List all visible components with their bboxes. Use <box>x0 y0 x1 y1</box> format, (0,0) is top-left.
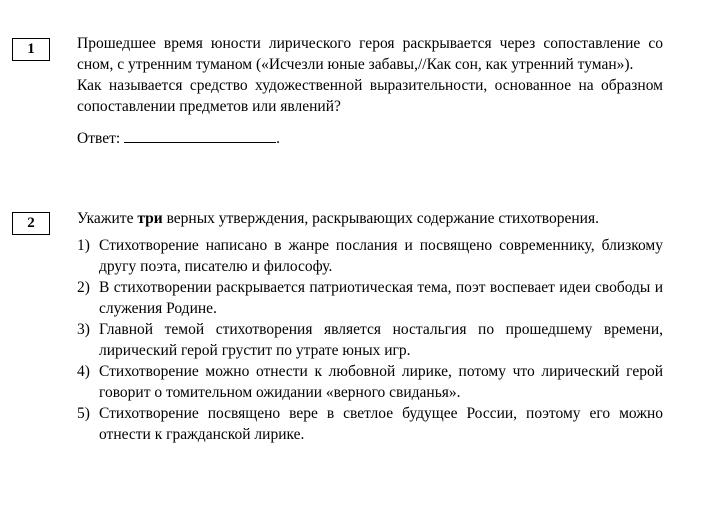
option-number: 5) <box>77 405 90 422</box>
option-text: Главной темой стихотворения является ностальгия по прошедшему времени, лирический герой грустит по утрате юных игр. <box>99 321 663 359</box>
option-number: 2) <box>77 279 90 296</box>
answer-end: . <box>276 130 281 147</box>
prompt-before: Укажите <box>77 210 134 227</box>
task-number-box: 2 <box>12 212 50 235</box>
task-1-text: Прошедшее время юности лирического героя раскрывается через сопоставление со сном, с утренним туманом («Исчезли юные забавы,//Как сон, как утренний туман»). <box>77 35 663 73</box>
answer-field[interactable] <box>124 127 276 143</box>
task-2-body <box>77 208 663 445</box>
prompt-bold: три <box>137 210 163 227</box>
list-item <box>77 319 663 361</box>
list-item <box>77 277 663 319</box>
list-item <box>77 403 663 445</box>
task-1-question: Как называется средство художественной выразительности, основанное на образном сопоставлении предметов или явлений? <box>77 77 663 115</box>
option-number: 4) <box>77 363 90 380</box>
option-text: Стихотворение написано в жанре послания и посвящено современнику, близкому другу поэта, писателю и философу. <box>99 237 663 275</box>
prompt-after: верных утверждения, раскрывающих содержание стихотворения. <box>166 210 599 227</box>
option-text: Стихотворение можно отнести к любовной лирике, потому что лирический герой говорит о томительном ожидании «верного свиданья». <box>99 363 663 401</box>
option-number: 1) <box>77 237 90 254</box>
option-number: 3) <box>77 321 90 338</box>
task-2-prompt <box>77 208 663 229</box>
task-1-body <box>77 33 663 149</box>
answer-line <box>77 127 663 149</box>
answer-label: Ответ: <box>77 130 121 147</box>
list-item <box>77 361 663 403</box>
task-number-box: 1 <box>12 38 50 61</box>
option-text: Стихотворение посвящено вере в светлое будущее России, поэтому его можно отнести к гражданской лирике. <box>99 405 663 443</box>
options-list <box>77 235 663 445</box>
list-item <box>77 235 663 277</box>
option-text: В стихотворении раскрывается патриотическая тема, поэт воспевает идеи свободы и служения Родине. <box>99 279 663 317</box>
